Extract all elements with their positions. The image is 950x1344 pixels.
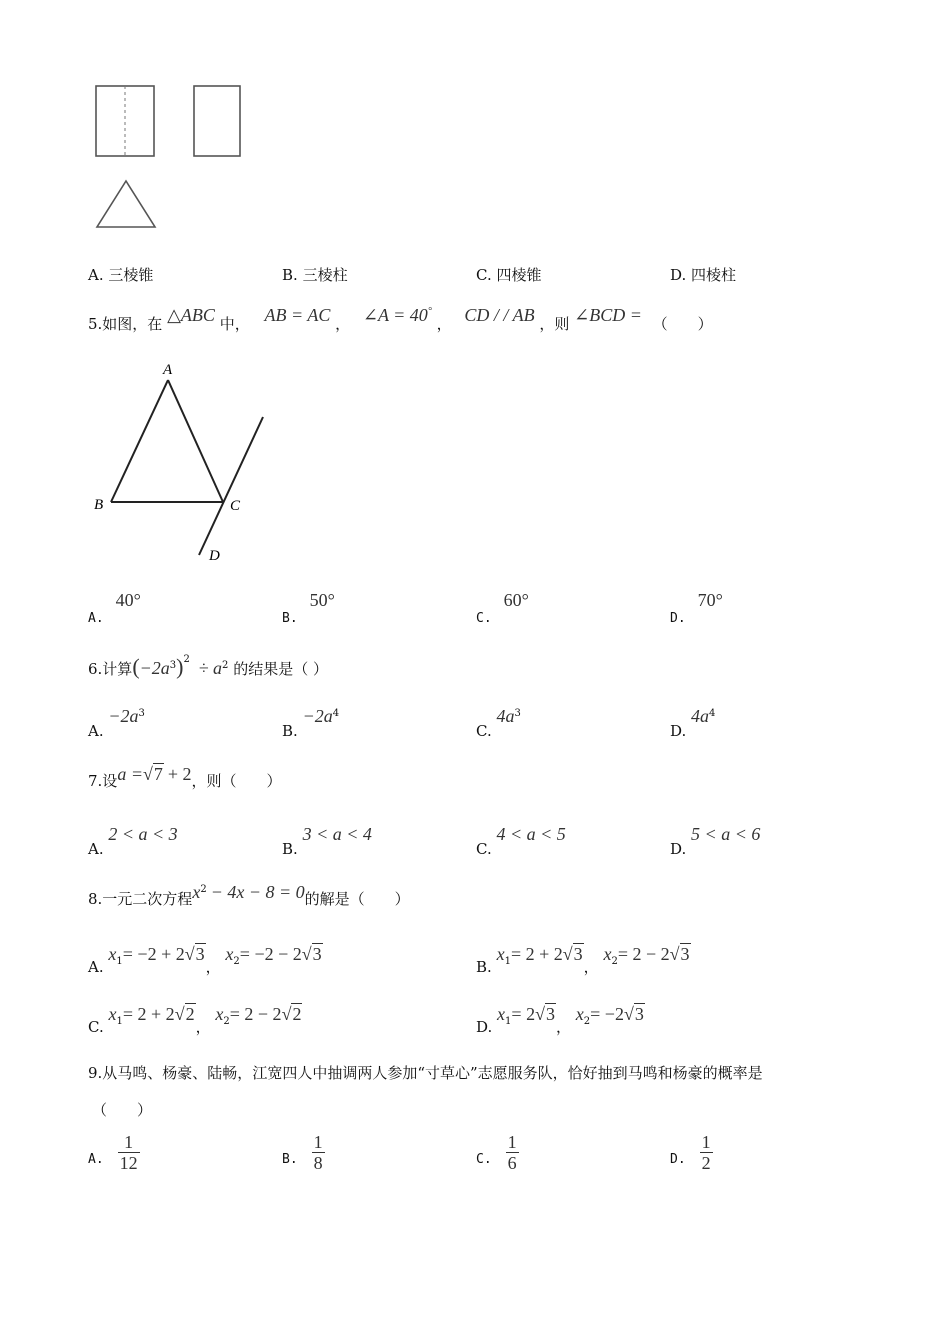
three-views-figure (90, 80, 260, 240)
q6-option-a[interactable]: A. $-2a^3$ (88, 706, 145, 740)
line-cd (199, 417, 263, 555)
q7-option-b[interactable]: B. 3 < a < 4 (282, 824, 372, 858)
top-view (97, 181, 155, 227)
q9-paren: （ ） (92, 1101, 153, 1119)
q8-option-d[interactable]: D. $x_1= 2√3$， $x_2= -2√3$ (476, 1004, 644, 1036)
label-c: C (230, 498, 241, 514)
label-d: D (209, 548, 220, 564)
front-view (96, 86, 154, 156)
q4-option-a[interactable]: A. 三棱锥 (88, 266, 154, 284)
q9-option-d[interactable]: $^{D.}$ $\frac{1}{2}$ (670, 1132, 711, 1173)
triangle-figure (88, 355, 278, 570)
q6-option-b[interactable]: B. $-2a^4$ (282, 706, 340, 740)
q7-option-c[interactable]: C. 4 < a < 5 (476, 824, 566, 858)
q7-stem: 7.设a =√7 + 2，则（ ） (88, 764, 282, 790)
q5-option-d[interactable]: $_{D.}$70° (670, 590, 723, 626)
q9-option-c[interactable]: $^{C.}$ $\frac{1}{6}$ (476, 1132, 517, 1173)
side-ac (168, 380, 223, 502)
q9-stem: 9.从马鸣、杨豪、陆畅，江宽四人中抽调两人参加“寸草心”志愿服务队，恰好抽到马鸣和杨豪的概率是 (88, 1064, 763, 1082)
q8-option-c[interactable]: C. $x_1= 2 + 2√2$， $x_2= 2 - 2√2$ (88, 1004, 302, 1036)
q9-option-b[interactable]: $^{B.}$ $\frac{1}{8}$ (282, 1132, 323, 1173)
q5-stem: 5.如图，在 △ABC 中， AB = AC ， ∠A = 40° ， CD / / AB ，则 ∠BCD = （ ） (88, 305, 713, 333)
q6-option-d[interactable]: D. $4a^4$ (670, 706, 716, 740)
side-ab (111, 380, 168, 502)
q9-option-a[interactable]: $^{A.}$ $\frac{1}{12}$ (88, 1132, 138, 1173)
q8-option-b[interactable]: B. $x_1= 2 + 2√3$， $x_2= 2 - 2√3$ (476, 944, 690, 976)
q8-stem: 8.一元二次方程$x^2 - 4x - 8 = 0$的解是（ ） (88, 882, 410, 908)
q4-option-d[interactable]: D. 四棱柱 (670, 266, 737, 284)
q5-option-a[interactable]: $_{A.}$40° (88, 590, 141, 626)
q4-option-b[interactable]: B. 三棱柱 (282, 266, 348, 284)
q7-option-a[interactable]: A. 2 < a < 3 (88, 824, 178, 858)
q7-option-d[interactable]: D. 5 < a < 6 (670, 824, 761, 858)
q5-option-b[interactable]: $_{B.}$50° (282, 590, 335, 626)
label-b: B (94, 497, 104, 513)
q6-stem: 6.计算$(-2a^3)^2 \div a^2$ 的结果是（ ） (88, 654, 328, 679)
q5-option-c[interactable]: $_{C.}$60° (476, 590, 529, 626)
q6-option-c[interactable]: C. $4a^3$ (476, 706, 521, 740)
side-view (194, 86, 240, 156)
q8-option-a[interactable]: A. $x_1= -2 + 2√3$， $x_2= -2 - 2√3$ (88, 944, 322, 976)
label-a: A (163, 362, 173, 378)
q4-option-c[interactable]: C. 四棱锥 (476, 266, 542, 284)
